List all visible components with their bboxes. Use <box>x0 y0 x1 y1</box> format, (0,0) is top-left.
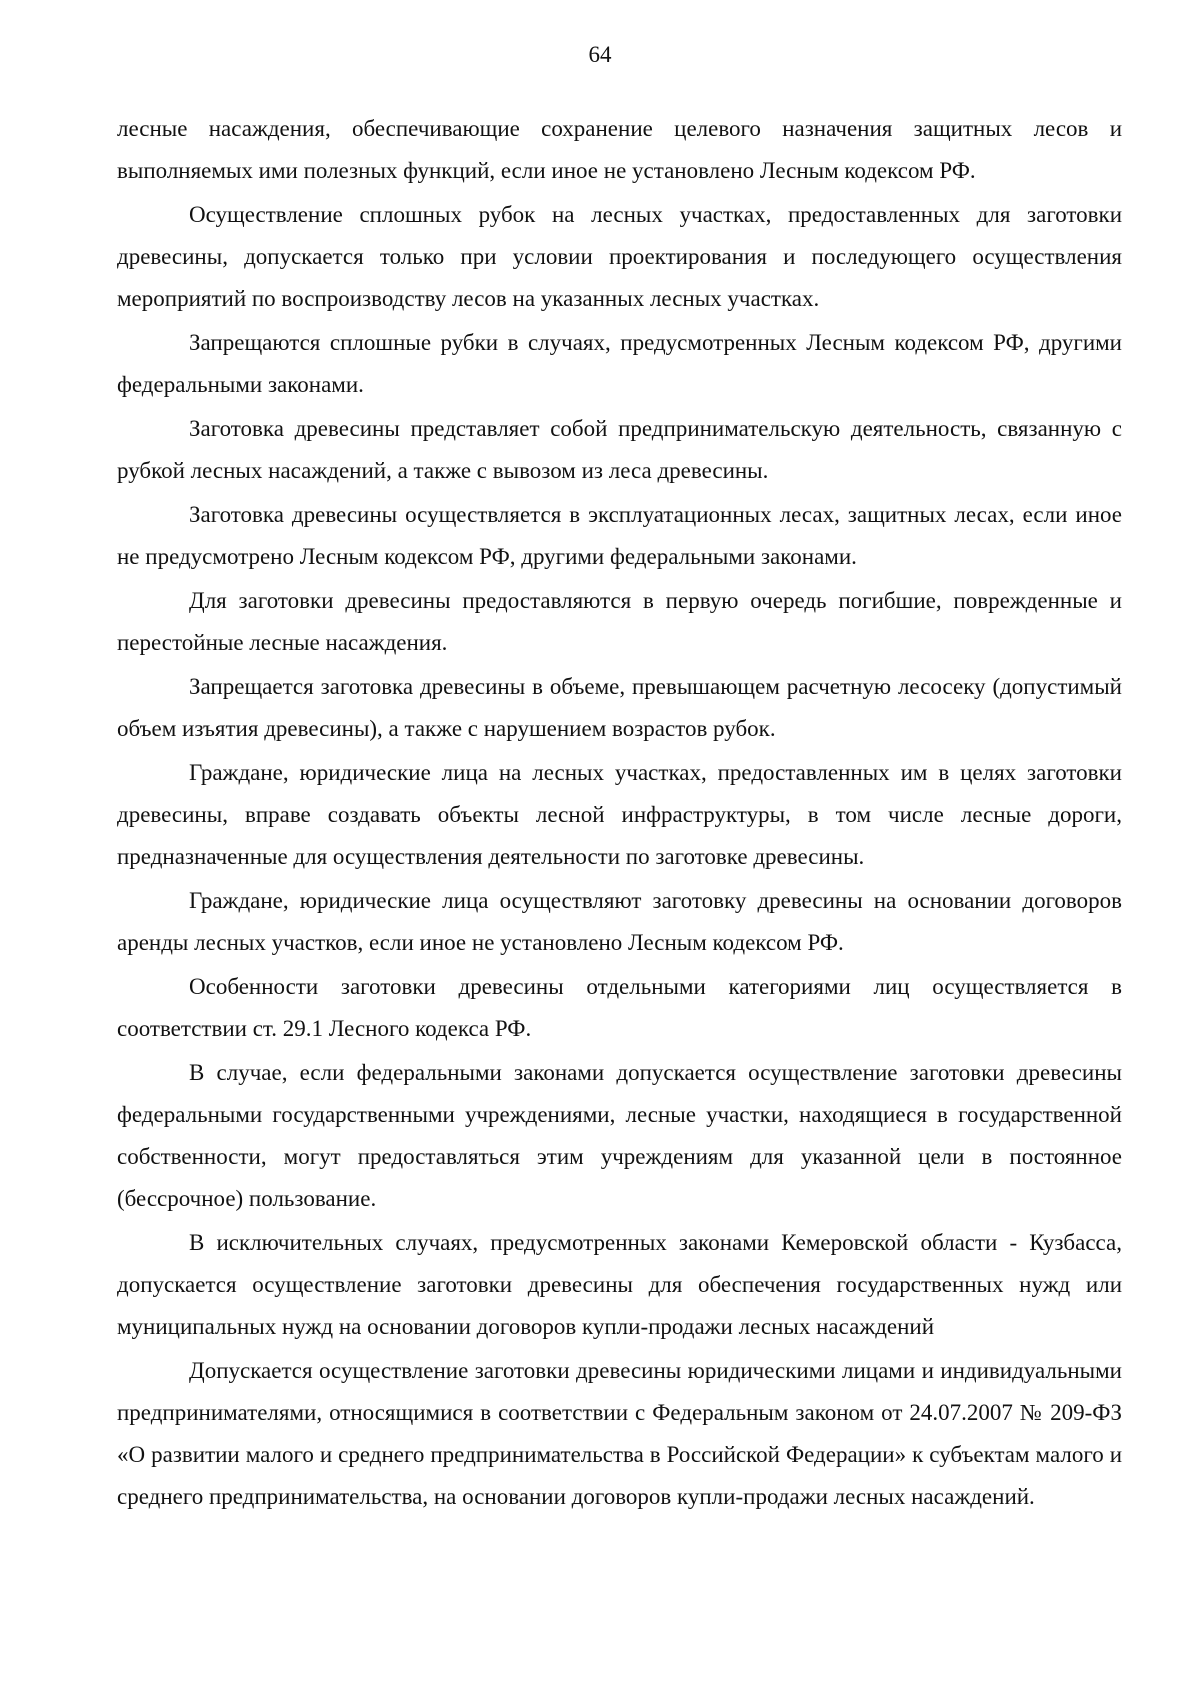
paragraph: Осуществление сплошных рубок на лесных участках, предоставленных для заготовки древесины, допускается только при условии проектирования и последующего осуществления мероприятий по воспроизводству лесов на указанных лесных участках. <box>117 202 1122 311</box>
paragraph: Запрещается заготовка древесины в объеме, превышающем расчетную лесосеку (допустимый объем изъятия древесины), а также с нарушением возрастов рубок. <box>117 674 1122 741</box>
paragraph: Запрещаются сплошные рубки в случаях, предусмотренных Лесным кодексом РФ, другими федеральными законами. <box>117 330 1122 397</box>
paragraph: В случае, если федеральными законами допускается осуществление заготовки древесины федеральными государственными учреждениями, лесные участки, находящиеся в государственной собственности, могут предоставляться этим учреждениям для указанной цели в постоянное (бессрочное) пользование. <box>117 1060 1122 1211</box>
paragraph: Для заготовки древесины предоставляются в первую очередь погибшие, поврежденные и перестойные лесные насаждения. <box>117 588 1122 655</box>
paragraph: Заготовка древесины осуществляется в эксплуатационных лесах, защитных лесах, если иное не предусмотрено Лесным кодексом РФ, другими федеральными законами. <box>117 502 1122 569</box>
paragraph: Особенности заготовки древесины отдельными категориями лиц осуществляется в соответствии ст. 29.1 Лесного кодекса РФ. <box>117 974 1122 1041</box>
paragraph: Граждане, юридические лица осуществляют заготовку древесины на основании договоров аренды лесных участков, если иное не установлено Лесным кодексом РФ. <box>117 888 1122 955</box>
paragraph: Допускается осуществление заготовки древесины юридическими лицами и индивидуальными предпринимателями, относящимися в соответствии с Федеральным законом от 24.07.2007 № 209-ФЗ «О развитии малого и среднего предпринимательства в Российской Федерации» к субъектам малого и среднего предпринимательства, на основании договоров купли-продажи лесных насаждений. <box>117 1358 1122 1509</box>
document-body <box>117 108 1122 1520</box>
paragraph: Граждане, юридические лица на лесных участках, предоставленных им в целях заготовки древесины, вправе создавать объекты лесной инфраструктуры, в том числе лесные дороги, предназначенные для осуществления деятельности по заготовке древесины. <box>117 760 1122 869</box>
page-number: 64 <box>588 42 612 67</box>
paragraph: В исключительных случаях, предусмотренных законами Кемеровской области - Кузбасса, допускается осуществление заготовки древесины для обеспечения государственных нужд или муниципальных нужд на основании договоров купли-продажи лесных насаждений <box>117 1230 1122 1339</box>
paragraph-continued: лесные насаждения, обеспечивающие сохранение целевого назначения защитных лесов и выполняемых ими полезных функций, если иное не установлено Лесным кодексом РФ. <box>117 116 1122 183</box>
paragraph: Заготовка древесины представляет собой предпринимательскую деятельность, связанную с рубкой лесных насаждений, а также с вывозом из леса древесины. <box>117 416 1122 483</box>
